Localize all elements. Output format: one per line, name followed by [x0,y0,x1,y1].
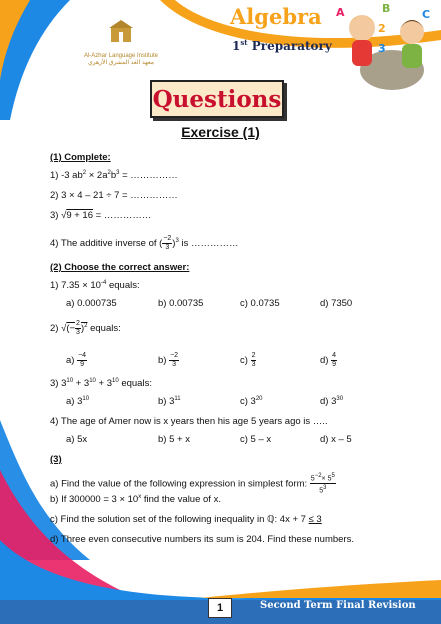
s1-q3: 3) √9 + 16 = …………… [50,210,152,221]
section1-heading: (1) Complete: [50,152,111,163]
s2-q1-opt-c: c) 0.0735 [240,298,280,309]
s2-q2-opt-b: b) $\frac{-2}{3}$ [158,352,179,368]
children-illustration [330,2,438,92]
logo-name-ar: معهد الغد المشرق الأزهري [87,60,154,66]
s2-q2-opt-d: d) $\frac{4}{9}$ [320,352,336,368]
s1-q4: 4) The additive inverse of ( $\frac{-2}{3}$ )$^3$ is …………… [50,235,239,251]
s2-q2-opt-c: c) $\frac{2}{3}$ [240,352,256,368]
s2-q4-opt-c: c) 5 – x [240,434,272,445]
institute-logo [76,18,166,66]
s2-q3-opt-d: d) $3^{30}$ [320,396,344,408]
s2-q4: 4) The age of Amer now is x years then his age 5 years ago is ….. [50,416,328,427]
subject-title: Algebra [230,4,322,29]
s2-q2-opt-a: a) $\frac{-4}{9}$ [66,352,87,368]
logo-emblem-icon [107,18,135,46]
s3-c: c) Find the solution set of the following inequality in ℚ: 4x + 7 ≤ 3 [50,514,322,525]
svg-text:3: 3 [378,42,386,55]
svg-text:A: A [336,6,345,19]
s2-q4-opt-b: b) 5 + x [158,434,190,445]
svg-text:C: C [422,8,431,21]
s1-q2: 2) 3 × 4 – 21 ÷ 7 = …………… [50,190,178,201]
s2-q1-opt-b: b) 0.00735 [158,298,204,309]
grade-label: 1st Preparatory [232,38,332,53]
section3-heading: (3) [50,454,62,465]
s1-q1: 1) -3 $ab^2 \times 2a^2b^3$ = …………… [50,170,178,182]
svg-text:B: B [382,2,391,15]
s2-q3-opt-b: b) $3^{11}$ [158,396,181,408]
s2-q3-opt-c: c) $3^{20}$ [240,396,263,408]
footer-title: Second Term Final Revision [260,600,416,611]
page-number: 1 [208,598,232,618]
s2-q4-opt-d: d) x – 5 [320,434,352,445]
s2-q4-opt-a: a) 5x [66,434,88,445]
s2-q2: 2) √(− $\frac{2}{3}$ )$^2$ equals: [50,320,121,336]
s2-q1: 1) $7.35 \times 10^{-4}$ equals: [50,280,140,292]
s2-q1-opt-a: a) 0.000735 [66,298,117,309]
s2-q1-opt-d: d) 7350 [320,298,353,309]
s3-d: d) Three even consecutive numbers its sum is 204. Find these numbers. [50,534,354,545]
s3-b: b) If $300000 = 3 \times 10^x$ find the value of x. [50,494,221,506]
s3-a: a) Find the value of the following expression in simplest form: $\frac{5^{-2}\times 5^5}{5^3}$ [50,473,335,495]
logo-name-en: Al-Azhar Language Institute [83,53,159,59]
s2-q3: 3) $3^{10} + 3^{10} + 3^{10}$ equals: [50,378,152,390]
svg-text:2: 2 [378,22,386,35]
s2-q3-opt-a: a) $3^{10}$ [66,396,90,408]
exercise-title: Exercise (1) [181,124,260,140]
questions-banner: Questions [150,80,284,118]
section2-heading: (2) Choose the correct answer: [50,262,190,273]
